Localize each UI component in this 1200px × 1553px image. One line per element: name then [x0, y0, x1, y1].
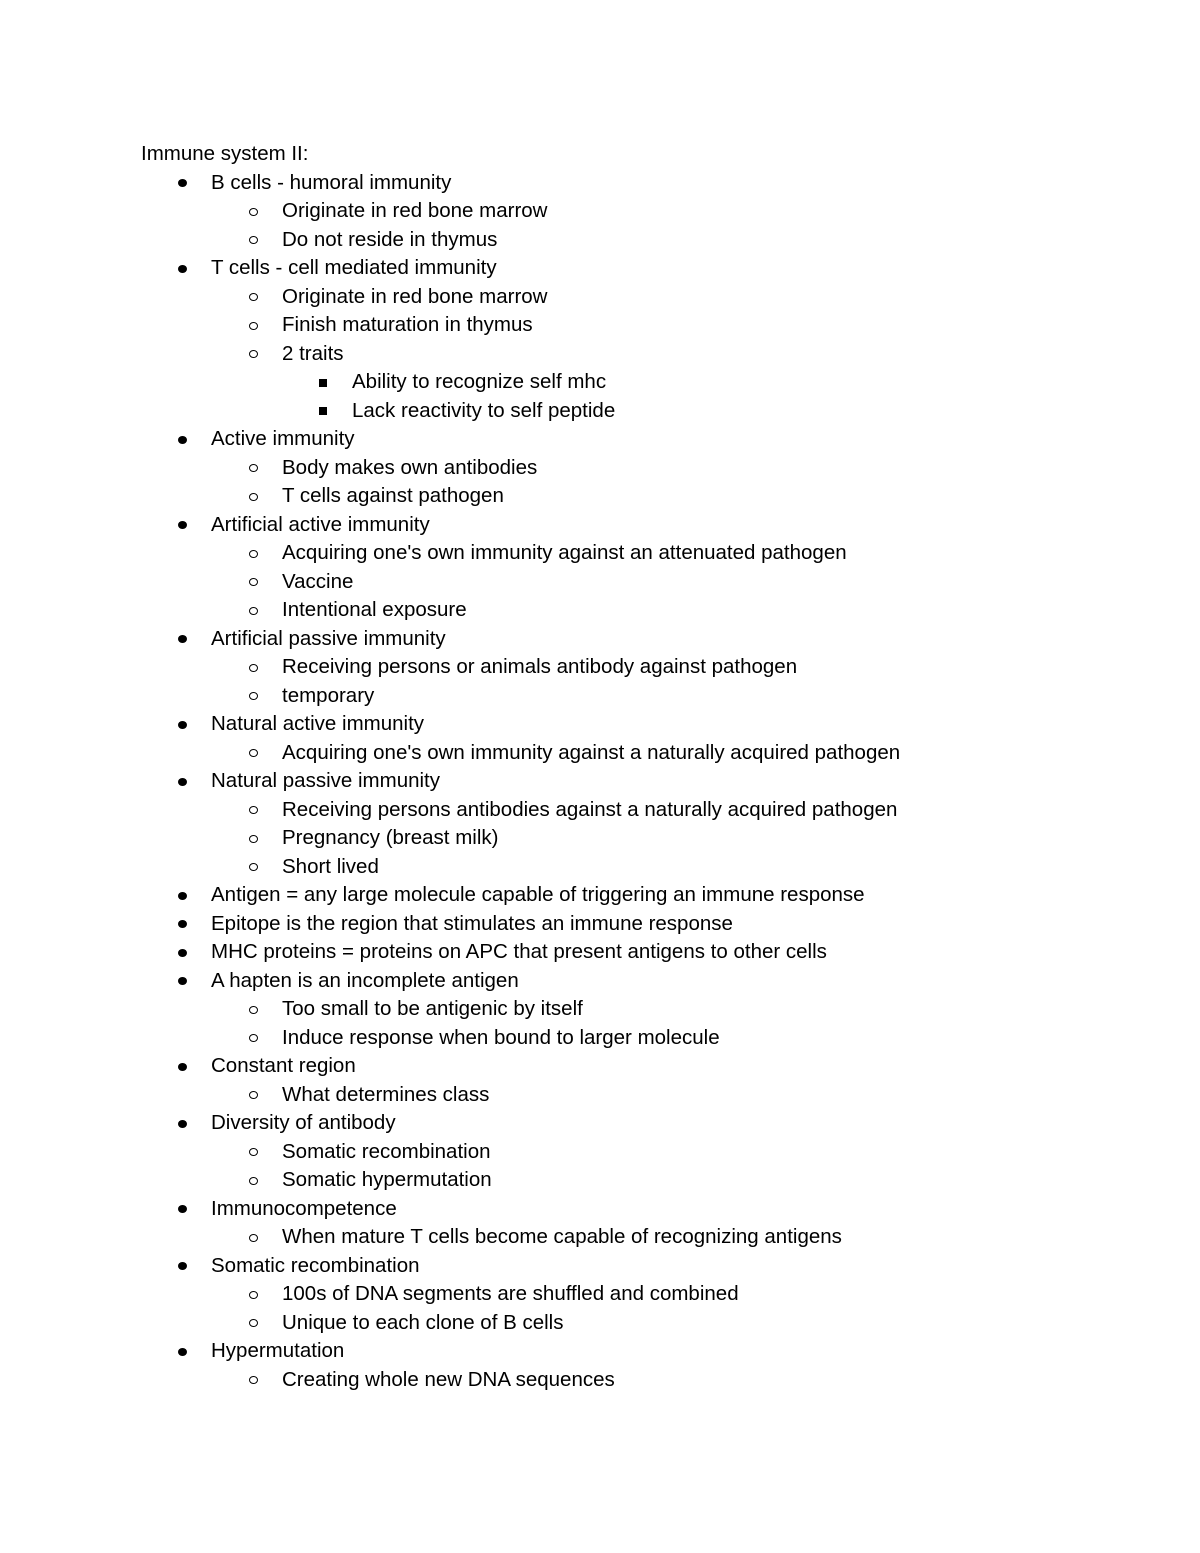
- hollow-bullet-icon: [249, 1148, 258, 1156]
- bullet-marker: [178, 967, 187, 996]
- hollow-bullet-icon: [249, 692, 258, 700]
- filled-bullet-icon: [178, 1262, 187, 1270]
- list-item-level-2: [141, 1366, 1141, 1395]
- bullet-marker: [249, 1024, 258, 1053]
- list-item-level-2: [141, 197, 1141, 226]
- list-item-text: T cells against pathogen: [282, 484, 504, 507]
- list-item-level-2: [141, 454, 1141, 483]
- bullet-marker: [249, 1309, 258, 1338]
- list-item-text: Intentional exposure: [282, 598, 467, 621]
- bullet-marker: [249, 995, 258, 1024]
- hollow-bullet-icon: [249, 1291, 258, 1299]
- list-item-text: Epitope is the region that stimulates an immune response: [211, 911, 733, 935]
- list-item-level-2: [141, 340, 1141, 369]
- hollow-bullet-icon: [249, 1376, 258, 1384]
- list-item-level-1: [141, 967, 1141, 996]
- list-item-text: Originate in red bone marrow: [282, 199, 548, 222]
- filled-bullet-icon: [178, 977, 187, 985]
- list-item-text: Artificial passive immunity: [211, 626, 446, 650]
- list-item-level-3: [141, 397, 1141, 426]
- bullet-marker: [249, 454, 258, 483]
- hollow-bullet-icon: [249, 749, 258, 757]
- bullet-marker: [178, 169, 187, 198]
- list-item-level-2: [141, 1081, 1141, 1110]
- filled-bullet-icon: [178, 635, 187, 643]
- bullet-marker: [249, 682, 258, 711]
- bullet-marker: [249, 568, 258, 597]
- list-item-level-1: [141, 169, 1141, 198]
- list-item-level-1: [141, 1252, 1141, 1281]
- filled-bullet-icon: [178, 179, 187, 187]
- bullet-marker: [249, 1081, 258, 1110]
- bullet-marker: [249, 853, 258, 882]
- bullet-marker: [249, 226, 258, 255]
- list-item-level-1: [141, 1195, 1141, 1224]
- list-item-text: MHC proteins = proteins on APC that present antigens to other cells: [211, 940, 827, 963]
- list-item-level-1: [141, 511, 1141, 540]
- list-item-text: Vaccine: [282, 569, 354, 593]
- bullet-marker: [178, 1052, 187, 1081]
- list-item-text: Originate in red bone marrow: [282, 284, 548, 308]
- filled-bullet-icon: [178, 892, 187, 900]
- list-item-text: temporary: [282, 683, 375, 707]
- list-item-text: Diversity of antibody: [211, 1111, 396, 1134]
- hollow-bullet-icon: [249, 236, 258, 244]
- list-item-text: Somatic recombination: [211, 1253, 420, 1277]
- list-item-text: What determines class: [282, 1082, 490, 1106]
- list-item-level-2: [141, 995, 1141, 1024]
- list-item-level-2: [141, 1309, 1141, 1338]
- list-item-level-1: [141, 254, 1141, 283]
- list-item-level-2: [141, 739, 1141, 768]
- list-item-text: Artificial active immunity: [211, 512, 430, 536]
- list-item-level-2: [141, 653, 1141, 682]
- hollow-bullet-icon: [249, 464, 258, 472]
- filled-bullet-icon: [178, 1348, 187, 1356]
- list-item-level-3: [141, 368, 1141, 397]
- list-item-text: Acquiring one's own immunity against an attenuated pathogen: [282, 541, 847, 564]
- list-item-level-1: [141, 881, 1141, 910]
- hollow-bullet-icon: [249, 208, 258, 216]
- filled-bullet-icon: [178, 521, 187, 529]
- list-item-text: Acquiring one's own immunity against a naturally acquired pathogen: [282, 740, 901, 764]
- bullet-marker: [249, 1280, 258, 1309]
- list-item-text: Constant region: [211, 1054, 356, 1077]
- bullet-marker: [249, 596, 258, 625]
- square-bullet-icon: [319, 379, 327, 387]
- filled-bullet-icon: [178, 1120, 187, 1128]
- bullet-marker: [178, 425, 187, 454]
- filled-bullet-icon: [178, 436, 187, 444]
- list-item-level-1: [141, 1337, 1141, 1366]
- bullet-marker: [319, 368, 327, 397]
- list-item-text: Pregnancy (breast milk): [282, 826, 499, 849]
- list-item-text: Natural active immunity: [211, 712, 425, 735]
- list-item-text: Lack reactivity to self peptide: [352, 398, 616, 422]
- list-item-level-2: [141, 568, 1141, 597]
- list-item-text: Ability to recognize self mhc: [352, 370, 607, 393]
- bullet-marker: [178, 938, 187, 967]
- document-title: Immune system II:: [141, 142, 309, 165]
- list-item-level-1: [141, 710, 1141, 739]
- list-item-level-2: [141, 1024, 1141, 1053]
- bullet-marker: [249, 482, 258, 511]
- list-item-level-2: [141, 596, 1141, 625]
- list-item-text: T cells - cell mediated immunity: [211, 256, 497, 279]
- hollow-bullet-icon: [249, 1091, 258, 1099]
- list-item-text: Natural passive immunity: [211, 769, 440, 792]
- hollow-bullet-icon: [249, 1319, 258, 1327]
- bullet-marker: [249, 653, 258, 682]
- list-item-level-2: [141, 1138, 1141, 1167]
- list-item-level-2: [141, 539, 1141, 568]
- bullet-marker: [249, 1223, 258, 1252]
- list-item-text: Receiving persons or animals antibody against pathogen: [282, 655, 798, 678]
- filled-bullet-icon: [178, 778, 187, 786]
- list-item-text: Receiving persons antibodies against a naturally acquired pathogen: [282, 797, 898, 821]
- list-item-text: Body makes own antibodies: [282, 455, 538, 479]
- list-item-level-1: [141, 425, 1141, 454]
- bullet-marker: [178, 254, 187, 283]
- hollow-bullet-icon: [249, 607, 258, 615]
- square-bullet-icon: [319, 407, 327, 415]
- list-item-text: Hypermutation: [211, 1339, 345, 1362]
- list-item-level-2: [141, 853, 1141, 882]
- bullet-marker: [249, 739, 258, 768]
- list-item-level-2: [141, 1280, 1141, 1309]
- filled-bullet-icon: [178, 920, 187, 928]
- hollow-bullet-icon: [249, 293, 258, 301]
- bullet-marker: [178, 1109, 187, 1138]
- list-item-text: 2 traits: [282, 341, 344, 365]
- list-item-level-1: [141, 938, 1141, 967]
- list-item-level-2: [141, 283, 1141, 312]
- hollow-bullet-icon: [249, 493, 258, 501]
- list-item-text: Induce response when bound to larger molecule: [282, 1025, 720, 1049]
- list-item-text: B cells - humoral immunity: [211, 170, 452, 194]
- hollow-bullet-icon: [249, 863, 258, 871]
- list-item-level-2: [141, 482, 1141, 511]
- hollow-bullet-icon: [249, 578, 258, 586]
- bullet-marker: [178, 710, 187, 739]
- bullet-marker: [249, 311, 258, 340]
- list-item-text: Finish maturation in thymus: [282, 313, 533, 336]
- list-item-level-2: [141, 796, 1141, 825]
- hollow-bullet-icon: [249, 322, 258, 330]
- bullet-list: [141, 169, 1141, 1395]
- bullet-marker: [178, 767, 187, 796]
- list-item-text: A hapten is an incomplete antigen: [211, 968, 519, 992]
- list-item-level-1: [141, 625, 1141, 654]
- hollow-bullet-icon: [249, 1034, 258, 1042]
- bullet-marker: [178, 1337, 187, 1366]
- list-item-text: When mature T cells become capable of recognizing antigens: [282, 1225, 842, 1248]
- bullet-marker: [249, 283, 258, 312]
- list-item-text: Immunocompetence: [211, 1196, 397, 1220]
- bullet-marker: [249, 539, 258, 568]
- bullet-marker: [249, 796, 258, 825]
- list-item-level-2: [141, 824, 1141, 853]
- hollow-bullet-icon: [249, 835, 258, 843]
- bullet-marker: [178, 511, 187, 540]
- filled-bullet-icon: [178, 265, 187, 273]
- list-item-text: Active immunity: [211, 427, 355, 450]
- bullet-marker: [178, 1252, 187, 1281]
- bullet-marker: [178, 625, 187, 654]
- list-item-level-2: [141, 1166, 1141, 1195]
- list-item-level-1: [141, 1052, 1141, 1081]
- bullet-marker: [178, 1195, 187, 1224]
- list-item-level-2: [141, 682, 1141, 711]
- list-item-level-1: [141, 910, 1141, 939]
- hollow-bullet-icon: [249, 1234, 258, 1242]
- list-item-text: Short lived: [282, 854, 379, 878]
- bullet-marker: [249, 1366, 258, 1395]
- list-item-text: Creating whole new DNA sequences: [282, 1367, 615, 1391]
- bullet-marker: [249, 824, 258, 853]
- hollow-bullet-icon: [249, 550, 258, 558]
- filled-bullet-icon: [178, 1205, 187, 1213]
- bullet-marker: [249, 1138, 258, 1167]
- list-item-text: Somatic recombination: [282, 1139, 491, 1163]
- hollow-bullet-icon: [249, 664, 258, 672]
- list-item-level-2: [141, 1223, 1141, 1252]
- list-item-text: Antigen = any large molecule capable of triggering an immune response: [211, 883, 865, 906]
- hollow-bullet-icon: [249, 350, 258, 358]
- bullet-marker: [319, 397, 327, 426]
- bullet-marker: [249, 340, 258, 369]
- bullet-marker: [249, 197, 258, 226]
- bullet-marker: [249, 1166, 258, 1195]
- list-item-text: Do not reside in thymus: [282, 227, 498, 251]
- list-item-text: Somatic hypermutation: [282, 1168, 492, 1191]
- filled-bullet-icon: [178, 1063, 187, 1071]
- list-item-level-1: [141, 767, 1141, 796]
- filled-bullet-icon: [178, 721, 187, 729]
- document-body: [141, 140, 1141, 1394]
- list-item-level-1: [141, 1109, 1141, 1138]
- list-item-level-2: [141, 311, 1141, 340]
- hollow-bullet-icon: [249, 1177, 258, 1185]
- bullet-marker: [178, 910, 187, 939]
- hollow-bullet-icon: [249, 1006, 258, 1014]
- list-item-text: Too small to be antigenic by itself: [282, 997, 583, 1020]
- list-item-text: Unique to each clone of B cells: [282, 1310, 564, 1334]
- hollow-bullet-icon: [249, 806, 258, 814]
- bullet-marker: [178, 881, 187, 910]
- filled-bullet-icon: [178, 949, 187, 957]
- list-item-level-2: [141, 226, 1141, 255]
- list-item-text: 100s of DNA segments are shuffled and combined: [282, 1282, 739, 1305]
